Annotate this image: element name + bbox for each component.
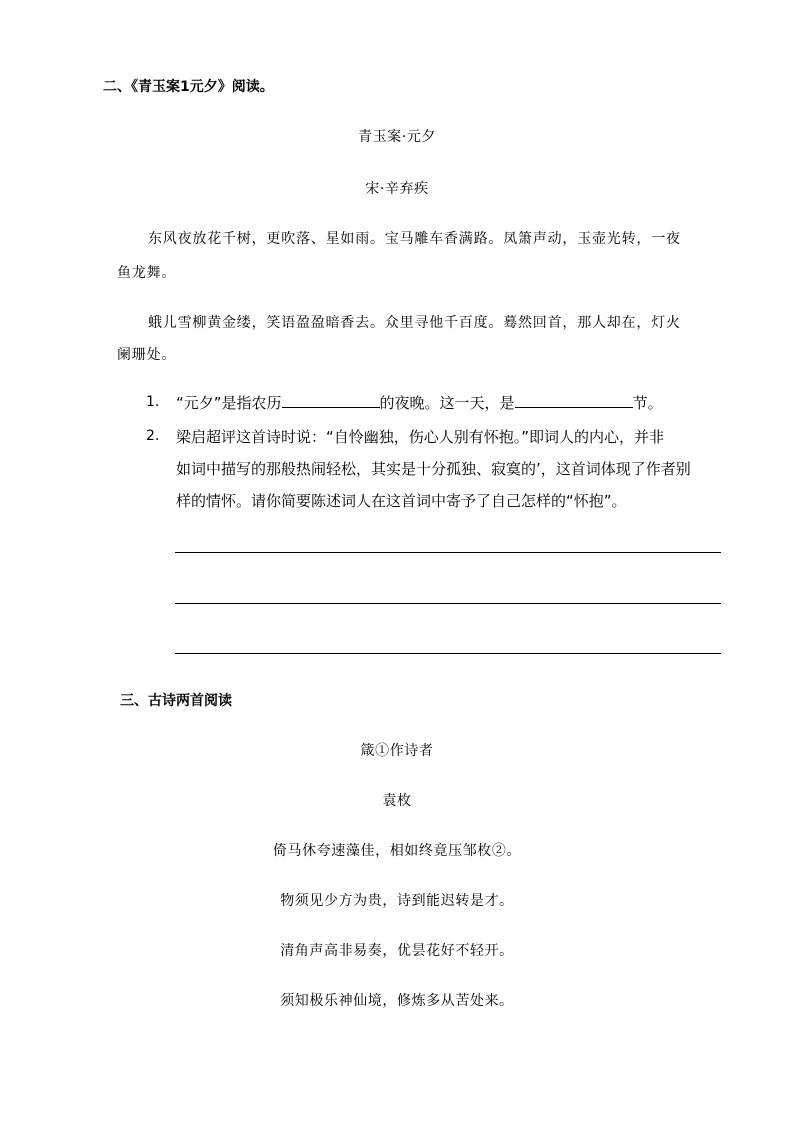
section-3-heading: 三、古诗两首阅读 bbox=[120, 693, 232, 709]
question-1-text-b: 的夜晚。这一天，是 bbox=[379, 394, 515, 412]
poem-author: 宋·辛弃疾 bbox=[365, 181, 429, 197]
poem-2-line-3: 清角声高非易奏，优昙花好不轻开。 bbox=[280, 943, 514, 959]
answer-line-2[interactable] bbox=[175, 603, 721, 604]
section-2-heading: 二、《青玉案1元夕》阅读。 bbox=[103, 79, 274, 95]
poem-2-author: 袁枚 bbox=[382, 793, 412, 809]
poem-stanza-2-line-1: 蛾儿雪柳黄金缕，笑语盈盈暗香去。众里寻他千百度。蓦然回首，那人却在，灯火 bbox=[148, 315, 681, 331]
question-1-text-a: “元夕”是指农历 bbox=[176, 394, 282, 412]
poem-stanza-1-line-2: 鱼龙舞。 bbox=[117, 265, 177, 281]
answer-line-3[interactable] bbox=[175, 653, 721, 654]
poem-title: 青玉案·元夕 bbox=[357, 129, 437, 145]
poem-stanza-2-line-2: 阑珊处。 bbox=[117, 347, 177, 363]
question-2-line-3: 样的情怀。请你简要陈述词人在这首词中寄予了自己怎样的“怀抱”。 bbox=[176, 492, 627, 510]
answer-line-1[interactable] bbox=[175, 552, 721, 553]
answer-blank-festival[interactable] bbox=[515, 393, 633, 408]
answer-blank-lunar-date[interactable] bbox=[282, 393, 380, 408]
poem-stanza-1-line-1: 东风夜放花千树，更吹落、星如雨。宝马雕车香满路。凤箫声动，玉壶光转，一夜 bbox=[148, 231, 681, 247]
question-1-text-c: 节。 bbox=[632, 394, 663, 412]
poem-2-line-1: 倚马休夸速藻佳，相如终竟压邹枚②。 bbox=[272, 843, 522, 859]
question-2-line-2: 如词中描写的那般热闹轻松，其实是十分孤独、寂寞的’，这首词体现了作者别 bbox=[176, 460, 691, 478]
poem-2-line-2: 物须见少方为贵，诗到能迟转是才。 bbox=[280, 893, 514, 909]
question-1-number: 1. bbox=[146, 394, 160, 410]
question-2-number: 2. bbox=[146, 428, 160, 444]
question-1 bbox=[176, 392, 663, 413]
poem-2-title: 箴①作诗者 bbox=[360, 743, 434, 759]
poem-2-line-4: 须知极乐神仙境，修炼多从苦处来。 bbox=[280, 993, 514, 1009]
question-2-line-1: 梁启超评这首诗时说：“自怜幽独，伤心人别有怀抱。”即词人的内心，并非 bbox=[176, 428, 665, 446]
